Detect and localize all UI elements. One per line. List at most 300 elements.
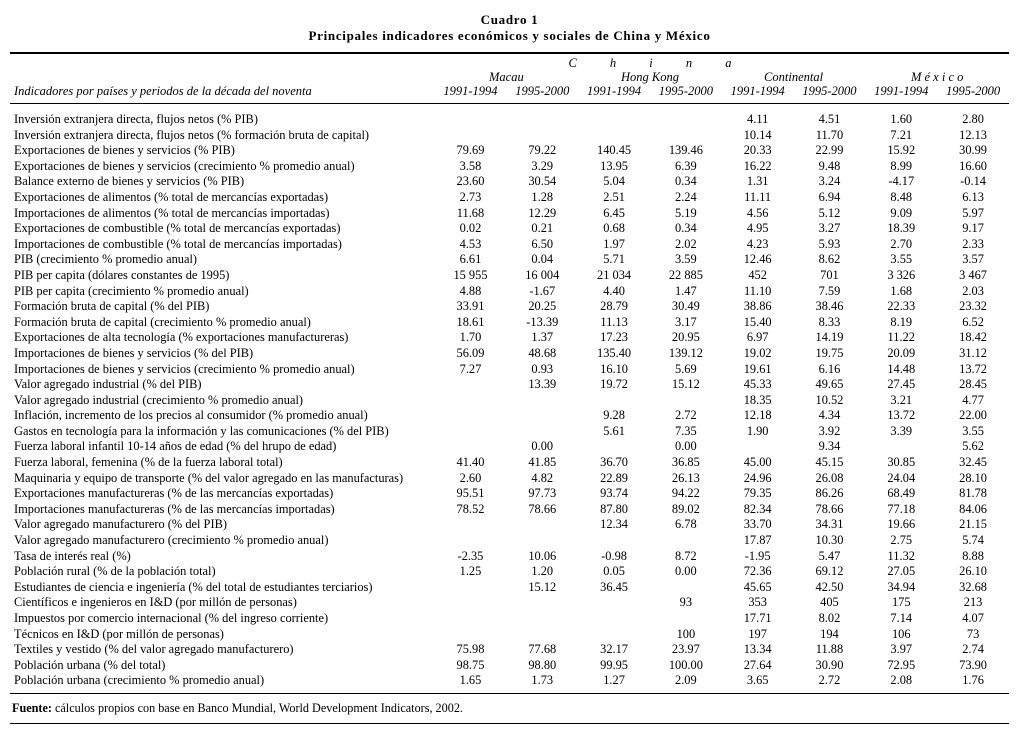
value-cell: 28.45 xyxy=(959,377,988,392)
indicator-label: Valor agregado industrial (crecimiento % promedio anual) xyxy=(14,392,304,407)
table-row xyxy=(10,346,1009,362)
indicator-label: Importaciones manufactureras (% de las mercancías importadas) xyxy=(14,501,335,516)
table-row xyxy=(10,455,1009,471)
value-cell: 2.09 xyxy=(675,673,697,688)
value-cell: 15 955 xyxy=(453,267,488,282)
table-row xyxy=(10,104,1009,128)
value-cell: 27.45 xyxy=(887,377,916,392)
indicator-label: Impuestos por comercio internacional (% del ingreso corriente) xyxy=(14,611,329,625)
value-cell: 17.23 xyxy=(600,330,629,345)
value-cell: 11.68 xyxy=(456,205,485,220)
value-cell: 7.27 xyxy=(459,361,482,376)
value-cell: 1.97 xyxy=(603,236,625,251)
value-cell: 18.61 xyxy=(456,314,485,329)
value-cell: 20.95 xyxy=(671,330,700,345)
value-cell: 34.94 xyxy=(887,579,916,594)
table-row xyxy=(10,424,1009,440)
value-cell: 8.33 xyxy=(818,314,841,329)
value-cell: 4.56 xyxy=(746,205,769,220)
table-row xyxy=(10,159,1009,175)
value-cell: 30.85 xyxy=(887,455,916,470)
value-cell: 56.09 xyxy=(456,345,485,360)
indicator-label: Gastos en tecnología para la información y las comunicaciones (% del PIB) xyxy=(14,423,389,438)
table-row xyxy=(10,595,1009,611)
value-cell: 8.02 xyxy=(818,611,841,625)
table-row xyxy=(10,252,1009,268)
value-cell: 27.64 xyxy=(743,657,772,672)
value-cell: 11.10 xyxy=(743,283,772,298)
value-cell: 24.96 xyxy=(743,470,772,485)
table-row xyxy=(10,330,1009,346)
value-cell: 9.09 xyxy=(890,205,913,220)
table-row xyxy=(10,439,1009,455)
period-header: 1995-2000 xyxy=(506,84,578,104)
value-cell: 3.27 xyxy=(818,221,841,236)
value-cell: 12.13 xyxy=(959,127,988,142)
value-cell: -0.14 xyxy=(960,174,986,189)
value-cell: 8.72 xyxy=(675,548,697,563)
value-cell: -1.67 xyxy=(529,283,556,298)
value-cell: 4.77 xyxy=(962,392,984,407)
value-cell: 26.10 xyxy=(959,564,988,579)
value-cell xyxy=(650,104,722,128)
value-cell xyxy=(435,408,507,424)
indicator-label: Maquinaria y equipo de transporte (% del valor agregado en las manufacturas) xyxy=(14,470,404,485)
value-cell: 1.90 xyxy=(746,423,769,438)
value-cell: -4.17 xyxy=(888,174,915,189)
value-cell: 5.69 xyxy=(675,361,697,376)
value-cell: 20.33 xyxy=(743,143,772,158)
value-cell xyxy=(435,439,507,455)
value-cell: 4.82 xyxy=(531,470,554,485)
value-cell: 45.33 xyxy=(743,377,772,392)
value-cell: 73.90 xyxy=(959,657,988,672)
value-cell: 15.92 xyxy=(887,143,916,158)
value-cell: 0.05 xyxy=(603,564,625,579)
value-cell: 13.72 xyxy=(959,361,988,376)
value-cell: 135.40 xyxy=(597,345,632,360)
value-cell: 15.12 xyxy=(528,579,557,594)
indicator-label: Balance externo de bienes y servicios (% PIB) xyxy=(14,174,245,189)
indicator-label: Técnicos en I&D (por millón de personas) xyxy=(14,626,224,641)
value-cell: 6.52 xyxy=(962,314,984,329)
indicator-label: Exportaciones manufactureras (% de las mercancías exportadas) xyxy=(14,486,334,501)
value-cell xyxy=(578,533,650,549)
value-cell: 3.39 xyxy=(890,423,913,438)
value-cell: 194 xyxy=(820,626,839,641)
value-cell: 7.21 xyxy=(890,127,913,142)
value-cell: 49.65 xyxy=(815,377,844,392)
value-cell: 3.57 xyxy=(962,252,984,267)
value-cell: 36.45 xyxy=(600,579,629,594)
value-cell: 14.19 xyxy=(815,330,844,345)
value-cell: 98.80 xyxy=(528,657,557,672)
value-cell: 2.72 xyxy=(675,408,697,423)
value-cell: 21.15 xyxy=(959,517,988,532)
value-cell: 16 004 xyxy=(525,267,560,282)
value-cell: 11.13 xyxy=(600,314,628,329)
table-body xyxy=(10,104,1009,693)
value-cell: 1.76 xyxy=(962,673,984,688)
value-cell xyxy=(578,439,650,455)
value-cell: 1.73 xyxy=(531,673,554,688)
indicator-label: Exportaciones de combustible (% total de mercancías exportadas) xyxy=(14,221,341,236)
table-row xyxy=(10,190,1009,206)
indicator-label: Población rural (% de la población total) xyxy=(14,564,216,579)
value-cell: 2.70 xyxy=(890,236,913,251)
table-row xyxy=(10,143,1009,159)
value-cell: 45.00 xyxy=(743,455,772,470)
value-cell: 30.54 xyxy=(528,174,557,189)
value-cell: 79.69 xyxy=(456,143,485,158)
value-cell: 12.29 xyxy=(528,205,557,220)
value-cell: 3 467 xyxy=(959,267,988,282)
header-spacer xyxy=(10,56,435,70)
value-cell: 3.24 xyxy=(818,174,841,189)
value-cell: 17.87 xyxy=(743,533,772,548)
value-cell: 15.12 xyxy=(671,377,700,392)
indicator-label: Importaciones de bienes y servicios (crecimiento % promedio anual) xyxy=(14,361,355,376)
value-cell: 72.95 xyxy=(887,657,916,672)
value-cell: 2.03 xyxy=(962,283,984,298)
value-cell: 4.23 xyxy=(746,236,769,251)
indicator-label: Estudiantes de ciencia e ingeniería (% del total de estudiantes terciarios) xyxy=(14,579,373,594)
indicator-label: Población urbana (% del total) xyxy=(14,657,166,672)
value-cell xyxy=(865,439,937,455)
value-cell: 452 xyxy=(748,267,767,282)
value-cell: 84.06 xyxy=(959,501,988,516)
value-cell: 13.72 xyxy=(887,408,916,423)
value-cell: 0.02 xyxy=(459,221,482,236)
value-cell: 11.11 xyxy=(744,189,772,204)
value-cell: 16.10 xyxy=(600,361,629,376)
value-cell: 8.19 xyxy=(890,314,913,329)
value-cell: 8.88 xyxy=(962,548,984,563)
value-cell: -2.35 xyxy=(457,548,484,563)
table-row xyxy=(10,237,1009,253)
value-cell: 12.34 xyxy=(600,517,629,532)
value-cell: 99.95 xyxy=(600,657,629,672)
value-cell xyxy=(506,104,578,128)
value-cell: 33.70 xyxy=(743,517,772,532)
indicator-label: Fuerza laboral infantil 10-14 años de edad (% del hrupo de edad) xyxy=(14,439,337,454)
value-cell: 106 xyxy=(891,626,911,641)
table-row xyxy=(10,533,1009,549)
value-cell: 4.88 xyxy=(459,283,482,298)
value-cell xyxy=(578,104,650,128)
value-cell: 100 xyxy=(676,626,696,641)
indicator-label: Valor agregado manufacturero (% del PIB) xyxy=(14,517,227,532)
value-cell: 77.68 xyxy=(528,642,557,657)
value-cell xyxy=(578,595,650,611)
value-cell: 1.68 xyxy=(890,283,913,298)
value-cell: 4.53 xyxy=(459,236,482,251)
value-cell: 11.32 xyxy=(887,548,915,563)
value-cell: 140.45 xyxy=(597,143,632,158)
value-cell: 5.04 xyxy=(603,174,625,189)
value-cell: 18.39 xyxy=(887,221,916,236)
value-cell xyxy=(650,611,722,627)
indicator-label: Fuerza laboral, femenina (% de la fuerza laboral total) xyxy=(14,455,283,470)
value-cell: 30.90 xyxy=(815,657,844,672)
value-cell: 30.49 xyxy=(671,299,700,314)
period-header: 1995-2000 xyxy=(650,84,722,104)
table-row xyxy=(10,393,1009,409)
value-cell: 1.47 xyxy=(675,283,697,298)
indicator-label: PIB (crecimiento % promedio anual) xyxy=(14,252,198,267)
value-cell: 1.70 xyxy=(459,330,482,345)
value-cell: 5.74 xyxy=(962,533,984,548)
value-cell: 2.08 xyxy=(890,673,913,688)
table-row xyxy=(10,502,1009,518)
value-cell: 1.27 xyxy=(603,673,625,688)
value-cell: 78.66 xyxy=(528,501,557,516)
value-cell: 75.98 xyxy=(456,642,485,657)
table-row xyxy=(10,268,1009,284)
table-row xyxy=(10,377,1009,393)
indicator-label: Formación bruta de capital (% del PIB) xyxy=(14,299,210,314)
value-cell: 16.22 xyxy=(743,158,772,173)
value-cell: 10.06 xyxy=(528,548,557,563)
header-spacer xyxy=(865,56,1009,70)
value-cell: 32.45 xyxy=(959,455,988,470)
value-cell: 405 xyxy=(820,595,839,610)
indicator-label: Inversión extranjera directa, flujos netos (% PIB) xyxy=(14,112,258,126)
value-cell xyxy=(435,533,507,549)
value-cell: 7.14 xyxy=(890,611,913,625)
value-cell: 81.78 xyxy=(959,486,988,501)
value-cell: 13.95 xyxy=(600,158,629,173)
value-cell xyxy=(650,580,722,596)
value-cell: 1.31 xyxy=(746,174,769,189)
value-cell: 22.00 xyxy=(959,408,988,423)
indicator-label: Inversión extranjera directa, flujos netos (% formación bruta de capital) xyxy=(14,127,370,142)
value-cell: 31.12 xyxy=(959,345,988,360)
value-cell: 213 xyxy=(963,595,983,610)
group-header-hong-kong: Hong Kong xyxy=(620,70,679,84)
value-cell: 72.36 xyxy=(743,564,772,579)
value-cell xyxy=(650,128,722,144)
value-cell: 10.30 xyxy=(815,533,844,548)
table-row xyxy=(10,564,1009,580)
table-row xyxy=(10,673,1009,693)
value-cell: 9.34 xyxy=(818,439,841,454)
value-cell: 28.10 xyxy=(959,470,988,485)
table-header xyxy=(10,56,1009,104)
value-cell: 78.52 xyxy=(456,501,485,516)
region-row xyxy=(10,70,1009,84)
value-cell: 20.25 xyxy=(528,299,557,314)
value-cell: 11.88 xyxy=(815,642,844,657)
value-cell: 8.99 xyxy=(890,158,913,173)
value-cell: 10.52 xyxy=(815,392,844,407)
value-cell: 3.59 xyxy=(675,252,697,267)
value-cell: 7.35 xyxy=(675,423,697,438)
value-cell xyxy=(435,580,507,596)
period-header: 1991-1994 xyxy=(865,84,937,104)
table-row xyxy=(10,549,1009,565)
value-cell: 22.89 xyxy=(600,470,629,485)
value-cell: 79.35 xyxy=(743,486,772,501)
value-cell: 95.51 xyxy=(456,486,485,501)
value-cell: 41.85 xyxy=(528,455,557,470)
value-cell: 26.13 xyxy=(671,470,700,485)
indicator-label: PIB per capita (crecimiento % promedio anual) xyxy=(14,283,249,298)
value-cell xyxy=(435,128,507,144)
value-cell: 353 xyxy=(748,595,767,610)
value-cell: 1.60 xyxy=(890,112,913,126)
value-cell: 26.08 xyxy=(815,470,844,485)
source-note xyxy=(10,694,1009,723)
value-cell xyxy=(506,393,578,409)
value-cell: 5.61 xyxy=(603,423,625,438)
value-cell: 6.13 xyxy=(962,189,984,204)
value-cell: 18.42 xyxy=(959,330,988,345)
value-cell: 82.34 xyxy=(743,501,772,516)
indicator-label: Valor agregado industrial (% del PIB) xyxy=(14,377,202,392)
title-line-2: Principales indicadores económicos y sociales de China y México xyxy=(308,28,711,43)
value-cell: 38.46 xyxy=(815,299,844,314)
value-cell: 0.93 xyxy=(531,361,554,376)
value-cell xyxy=(435,611,507,627)
value-cell: 4.11 xyxy=(747,112,769,126)
value-cell: 19.75 xyxy=(815,345,844,360)
value-cell: 3 326 xyxy=(887,267,916,282)
value-cell: 73 xyxy=(966,626,980,641)
table-title xyxy=(10,12,1009,44)
period-header: 1995-2000 xyxy=(794,84,866,104)
value-cell: 1.20 xyxy=(531,564,554,579)
value-cell: 0.00 xyxy=(675,564,697,579)
indicator-label: Formación bruta de capital (crecimiento % promedio anual) xyxy=(14,314,311,329)
value-cell: 139.46 xyxy=(668,143,703,158)
group-header-macau: Macau xyxy=(489,70,524,84)
value-cell: 100.00 xyxy=(668,657,703,672)
source-text: cálculos propios con base en Banco Mundial, World Development Indicators, 2002. xyxy=(51,700,463,715)
footer-area xyxy=(10,693,1009,724)
value-cell: 0.04 xyxy=(531,252,554,267)
value-cell: 6.45 xyxy=(603,205,625,220)
value-cell: 86.26 xyxy=(815,486,844,501)
table-row xyxy=(10,315,1009,331)
value-cell: 22.99 xyxy=(815,143,844,158)
indicator-label: Importaciones de alimentos (% total de mercancías importadas) xyxy=(14,205,330,220)
value-cell: 8.62 xyxy=(818,252,841,267)
value-cell xyxy=(435,377,507,393)
value-cell: 3.55 xyxy=(890,252,913,267)
value-cell: 33.91 xyxy=(456,299,485,314)
value-cell: 3.65 xyxy=(746,673,769,688)
value-cell: 19.66 xyxy=(887,517,916,532)
value-cell: 78.66 xyxy=(815,501,844,516)
value-cell: 12.18 xyxy=(743,408,772,423)
value-cell: 89.02 xyxy=(671,501,700,516)
value-cell: 94.22 xyxy=(671,486,700,501)
table-row xyxy=(10,174,1009,190)
value-cell: 23.97 xyxy=(671,642,700,657)
group-header-continental: Continental xyxy=(764,70,824,84)
value-cell: 4.40 xyxy=(603,283,625,298)
value-cell: 19.02 xyxy=(743,345,772,360)
value-cell xyxy=(435,104,507,128)
country-span-row xyxy=(10,56,1009,70)
value-cell xyxy=(435,517,507,533)
value-cell: 20.09 xyxy=(887,345,916,360)
value-cell: 68.49 xyxy=(887,486,916,501)
value-cell: 45.65 xyxy=(743,579,772,594)
value-cell xyxy=(578,611,650,627)
value-cell: 13.34 xyxy=(743,642,772,657)
value-cell: 4.95 xyxy=(746,221,769,236)
value-cell: 2.75 xyxy=(890,533,913,548)
value-cell: 14.48 xyxy=(887,361,916,376)
value-cell: 77.18 xyxy=(887,501,916,516)
value-cell: 5.97 xyxy=(962,205,984,220)
indicator-label: Inflación, incremento de los precios al consumidor (% promedio anual) xyxy=(14,408,368,423)
table-row xyxy=(10,206,1009,222)
value-cell: 1.37 xyxy=(531,330,554,345)
value-cell: 32.68 xyxy=(959,579,988,594)
value-cell xyxy=(578,393,650,409)
value-cell: 32.17 xyxy=(600,642,629,657)
value-cell: 19.61 xyxy=(743,361,772,376)
periods-row xyxy=(10,84,1009,104)
value-cell: 5.12 xyxy=(818,205,841,220)
value-cell: 12.46 xyxy=(743,252,772,267)
value-cell: 24.04 xyxy=(887,470,916,485)
title-line-1: Cuadro 1 xyxy=(480,12,539,27)
indicator-label: Importaciones de bienes y servicios (% del PIB) xyxy=(14,345,254,360)
indicator-label: PIB per capita (dólares constantes de 1995) xyxy=(14,267,230,282)
value-cell: 15.40 xyxy=(743,314,772,329)
value-cell: 27.05 xyxy=(887,564,916,579)
value-cell xyxy=(506,128,578,144)
value-cell: 6.39 xyxy=(675,158,697,173)
value-cell: 28.79 xyxy=(600,299,629,314)
value-cell xyxy=(506,424,578,440)
value-cell: 36.70 xyxy=(600,455,629,470)
table-row xyxy=(10,299,1009,315)
value-cell: 3.29 xyxy=(531,158,554,173)
value-cell xyxy=(650,533,722,549)
period-header: 1991-1994 xyxy=(578,84,650,104)
value-cell xyxy=(506,595,578,611)
value-cell: 79.22 xyxy=(528,143,557,158)
value-cell: 2.33 xyxy=(962,236,984,251)
value-cell: 19.72 xyxy=(600,377,629,392)
value-cell: 4.34 xyxy=(818,408,841,423)
value-cell: 2.74 xyxy=(962,642,984,657)
value-cell: 7.59 xyxy=(818,283,841,298)
period-header: 1991-1994 xyxy=(722,84,794,104)
value-cell: 2.72 xyxy=(818,673,841,688)
value-cell: 197 xyxy=(748,626,767,641)
value-cell: 5.93 xyxy=(818,236,841,251)
value-cell: 2.73 xyxy=(459,189,482,204)
value-cell: 4.51 xyxy=(818,112,841,126)
table-row xyxy=(10,517,1009,533)
top-rule xyxy=(10,52,1009,54)
value-cell: -13.39 xyxy=(526,314,559,329)
source-label: Fuente: xyxy=(12,700,52,715)
value-cell: 69.12 xyxy=(815,564,844,579)
header-spacer xyxy=(10,70,435,84)
value-cell: 139.12 xyxy=(668,345,703,360)
indicator-label: Exportaciones de bienes y servicios (% PIB) xyxy=(14,143,235,158)
value-cell: 6.16 xyxy=(818,361,841,376)
table-row xyxy=(10,284,1009,300)
value-cell: 36.85 xyxy=(671,455,700,470)
